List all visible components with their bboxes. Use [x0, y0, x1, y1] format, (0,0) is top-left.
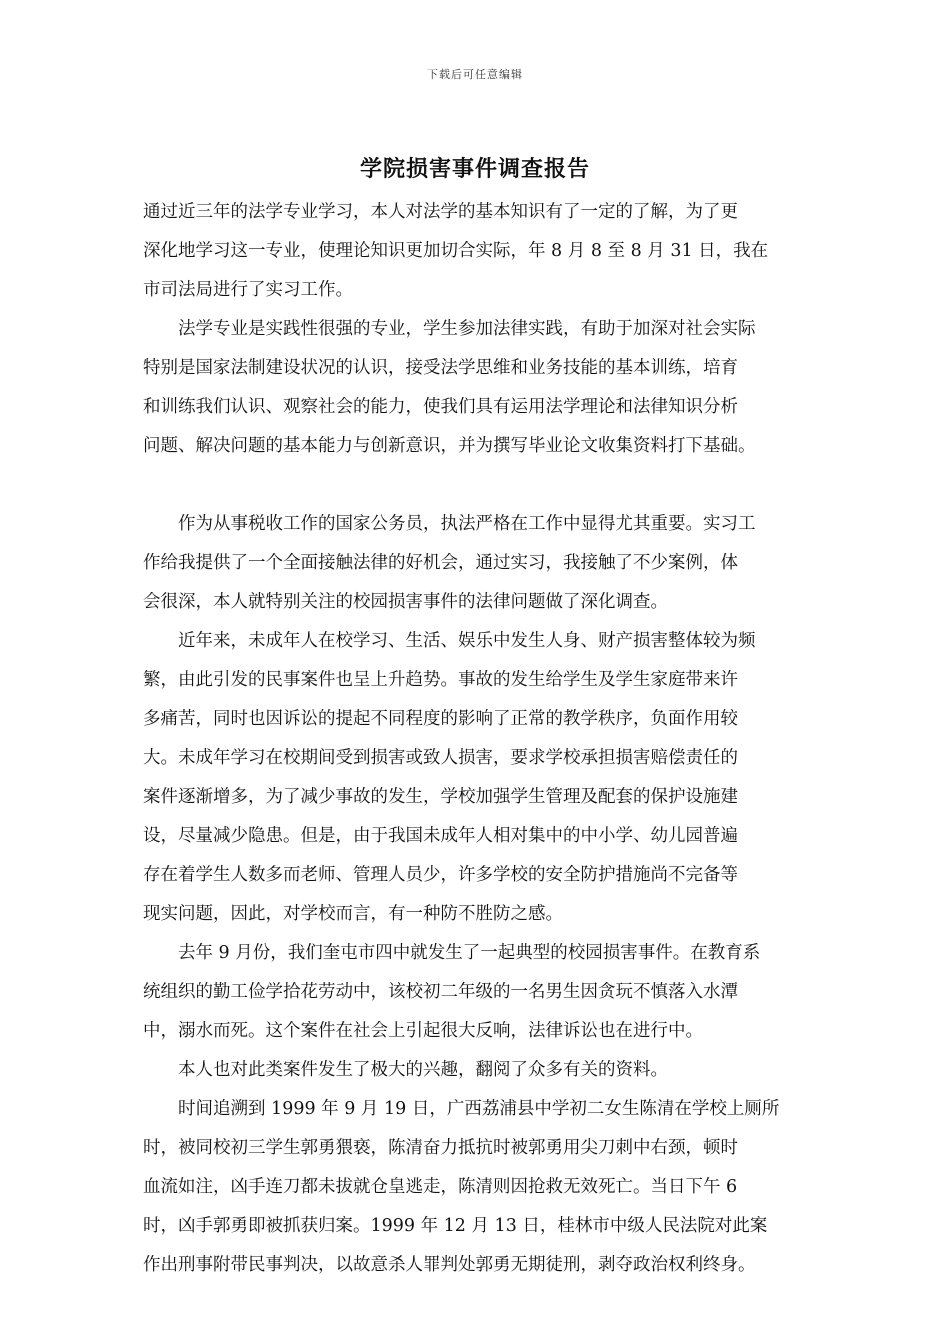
text-line: 中，溺水而死。这个案件在社会上引起很大反响，法律诉讼也在进行中。 — [143, 1021, 703, 1041]
text-line: 设，尽量减少隐患。但是，由于我国未成年人相对集中的中小学、幼儿园普遍 — [143, 826, 738, 846]
text-line: 近年来，未成年人在校学习、生活、娱乐中发生人身、财产损害整体较为频 — [143, 631, 756, 651]
text-line: 存在着学生人数多而老师、管理人员少，许多学校的安全防护措施尚不完备等 — [143, 865, 738, 885]
document-title: 学院损害事件调查报告 — [359, 156, 590, 182]
text-line: 现实问题，因此，对学校而言，有一种防不胜防之感。 — [143, 904, 563, 924]
text-line: 本人也对此类案件发生了极大的兴趣，翻阅了众多有关的资料。 — [143, 1060, 668, 1080]
text-line: 特别是国家法制建设状况的认识，接受法学思维和业务技能的基本训练，培育 — [143, 358, 738, 378]
text-line: 通过近三年的法学专业学习，本人对法学的基本知识有了一定的了解，为了更 — [143, 202, 738, 222]
text-line: 案件逐渐增多，为了减少事故的发生，学校加强学生管理及配套的保护设施建 — [143, 787, 738, 807]
text-line: 时，凶手郭勇即被抓获归案。1999 年 12 月 13 日，桂林市中级人民法院对此案 — [143, 1216, 768, 1236]
text-line: 市司法局进行了实习工作。 — [143, 280, 353, 300]
text-line: 作出刑事附带民事判决，以故意杀人罪判处郭勇无期徒刑，剥夺政治权利终身。 — [143, 1255, 756, 1275]
text-line: 和训练我们认识、观察社会的能力，使我们具有运用法学理论和法律知识分析 — [143, 397, 738, 417]
text-line: 时间追溯到 1999 年 9 月 19 日，广西荔浦县中学初二女生陈清在学校上厕所 — [143, 1099, 780, 1119]
text-line: 作给我提供了一个全面接触法律的好机会，通过实习，我接触了不少案例，体 — [143, 553, 738, 573]
text-line: 深化地学习这一专业，使理论知识更加切合实际，年 8 月 8 至 8 月 31 日，我在 — [143, 241, 769, 261]
document-body — [143, 193, 813, 1285]
text-line: 法学专业是实践性很强的专业，学生参加法律实践，有助于加深对社会实际 — [143, 319, 756, 339]
text-line: 统组织的勤工俭学拾花劳动中，该校初二年级的一名男生因贪玩不慎落入水潭 — [143, 982, 738, 1002]
paragraph-gap — [143, 466, 813, 505]
text-line: 作为从事税收工作的国家公务员，执法严格在工作中显得尤其重要。实习工 — [143, 514, 756, 534]
text-line: 时，被同校初三学生郭勇猥亵，陈清奋力抵抗时被郭勇用尖刀刺中右颈，顿时 — [143, 1138, 738, 1158]
header-note: 下载后可任意编辑 — [427, 68, 523, 81]
text-line: 去年 9 月份，我们奎屯市四中就发生了一起典型的校园损害事件。在教育系 — [143, 943, 761, 963]
text-line: 会很深，本人就特别关注的校园损害事件的法律问题做了深化调查。 — [143, 592, 668, 612]
text-line: 大。未成年学习在校期间受到损害或致人损害，要求学校承担损害赔偿责任的 — [143, 748, 738, 768]
text-line: 多痛苦，同时也因诉讼的提起不同程度的影响了正常的教学秩序，负面作用较 — [143, 709, 738, 729]
text-line: 问题、解决问题的基本能力与创新意识，并为撰写毕业论文收集资料打下基础。 — [143, 436, 756, 456]
text-line: 血流如注，凶手连刀都未拔就仓皇逃走，陈清则因抢救无效死亡。当日下午 6 — [143, 1177, 738, 1197]
text-line: 繁，由此引发的民事案件也呈上升趋势。事故的发生给学生及学生家庭带来许 — [143, 670, 738, 690]
